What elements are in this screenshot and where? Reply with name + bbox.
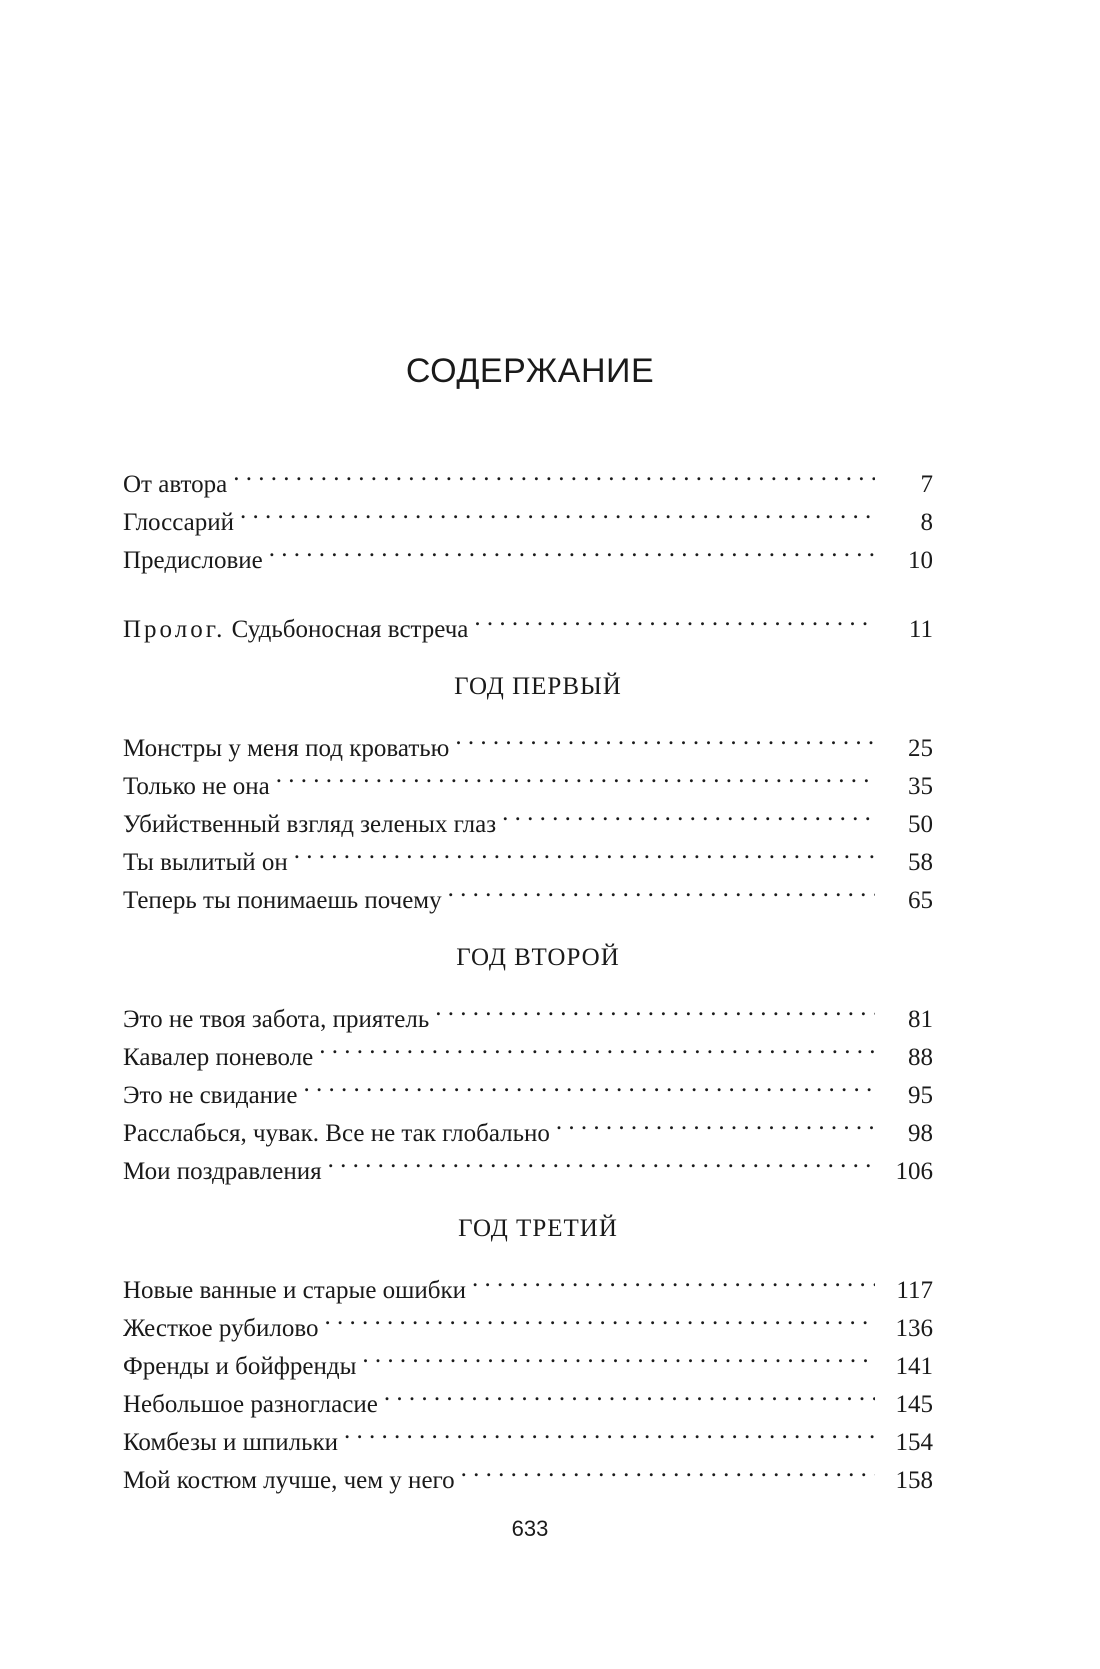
toc-entry xyxy=(123,492,933,536)
toc-entry-label: Предисловие xyxy=(123,547,263,574)
dot-leader xyxy=(472,1260,875,1298)
dot-leader xyxy=(319,1027,875,1065)
dot-leader xyxy=(276,756,875,794)
dot-leader xyxy=(448,870,875,908)
toc-entry-label: Жесткое рубилово xyxy=(123,1315,319,1342)
toc-entry-page: 136 xyxy=(895,1315,933,1342)
toc-entry-page: 117 xyxy=(896,1277,933,1304)
toc-entry-label: Только не она xyxy=(123,773,270,800)
toc-entry-label: Новые ванные и старые ошибки xyxy=(123,1277,467,1304)
toc-entry-label: Кавалер поневоле xyxy=(123,1044,314,1071)
dot-leader xyxy=(384,1374,875,1412)
toc-entry-label: Комбезы и шпильки xyxy=(123,1429,339,1456)
table-of-contents xyxy=(123,454,933,1494)
toc-entry xyxy=(123,530,933,574)
prologue-title: Судьбоносная встреча xyxy=(225,616,469,643)
toc-entry-label: От автора xyxy=(123,471,228,498)
page-title: СОДЕРЖАНИЕ xyxy=(405,352,655,390)
toc-entry-label xyxy=(123,611,474,649)
dot-leader xyxy=(461,1450,875,1488)
toc-entry xyxy=(123,989,933,1033)
toc-entry-label: Глоссарий xyxy=(123,509,235,536)
toc-entry-label: Френды и бойфренды xyxy=(123,1353,357,1380)
toc-entry-page: 106 xyxy=(895,1158,933,1185)
toc-entry-page: 25 xyxy=(908,735,933,762)
toc-entry-page: 8 xyxy=(920,509,933,536)
toc-entry-label: Это не свидание xyxy=(123,1082,298,1109)
dot-leader xyxy=(328,1141,875,1179)
toc-entry-page: 145 xyxy=(895,1391,933,1418)
toc-entry-page: 95 xyxy=(908,1082,933,1109)
toc-entry-page: 35 xyxy=(908,773,933,800)
toc-entry xyxy=(123,454,933,498)
section-heading: ГОД ПЕРВЫЙ xyxy=(454,673,622,700)
toc-entry-label: Мой костюм лучше, чем у него xyxy=(123,1467,455,1494)
dot-leader xyxy=(233,454,875,492)
toc-entry xyxy=(123,718,933,762)
toc-entry-page: 11 xyxy=(908,616,933,643)
dot-leader xyxy=(344,1412,875,1450)
dot-leader xyxy=(474,599,875,637)
dot-leader xyxy=(269,530,875,568)
toc-entry-label: Монстры у меня под кроватью xyxy=(123,735,450,762)
toc-entry-label: Теперь ты понимаешь почему xyxy=(123,887,442,914)
toc-entry-page: 81 xyxy=(908,1006,933,1033)
toc-entry-page: 10 xyxy=(908,547,933,574)
toc-entry-page: 88 xyxy=(908,1044,933,1071)
dot-leader xyxy=(435,989,875,1027)
toc-entry-page: 65 xyxy=(908,887,933,914)
toc-entry-label: Убийственный взгляд зеленых глаз xyxy=(123,811,497,838)
toc-entry-page: 7 xyxy=(920,471,933,498)
toc-entry-page: 154 xyxy=(895,1429,933,1456)
section-heading: ГОД ТРЕТИЙ xyxy=(458,1215,618,1242)
dot-leader xyxy=(362,1336,875,1374)
toc-entry-prologue xyxy=(123,599,933,643)
toc-entry-label: Небольшое разногласие xyxy=(123,1391,378,1418)
toc-entry-page: 50 xyxy=(908,811,933,838)
toc-entry-label: Расслабься, чувак. Все не так глобально xyxy=(123,1120,550,1147)
toc-entry-label: Ты вылитый он xyxy=(123,849,288,876)
dot-leader xyxy=(455,718,875,756)
dot-leader xyxy=(240,492,875,530)
dot-leader xyxy=(294,832,875,870)
dot-leader xyxy=(324,1298,875,1336)
dot-leader xyxy=(502,794,875,832)
toc-entry-page: 158 xyxy=(895,1467,933,1494)
toc-entry xyxy=(123,1260,933,1304)
page-number: 633 xyxy=(511,1516,549,1541)
toc-entry-page: 98 xyxy=(908,1120,933,1147)
toc-entry-label: Это не твоя забота, приятель xyxy=(123,1006,430,1033)
dot-leader xyxy=(556,1103,875,1141)
toc-entry-page: 141 xyxy=(895,1353,933,1380)
dot-leader xyxy=(304,1065,875,1103)
toc-entry-label: Мои поздравления xyxy=(123,1158,322,1185)
section-heading: ГОД ВТОРОЙ xyxy=(456,944,620,971)
toc-entry-page: 58 xyxy=(908,849,933,876)
prologue-word: Пролог. xyxy=(123,616,226,643)
